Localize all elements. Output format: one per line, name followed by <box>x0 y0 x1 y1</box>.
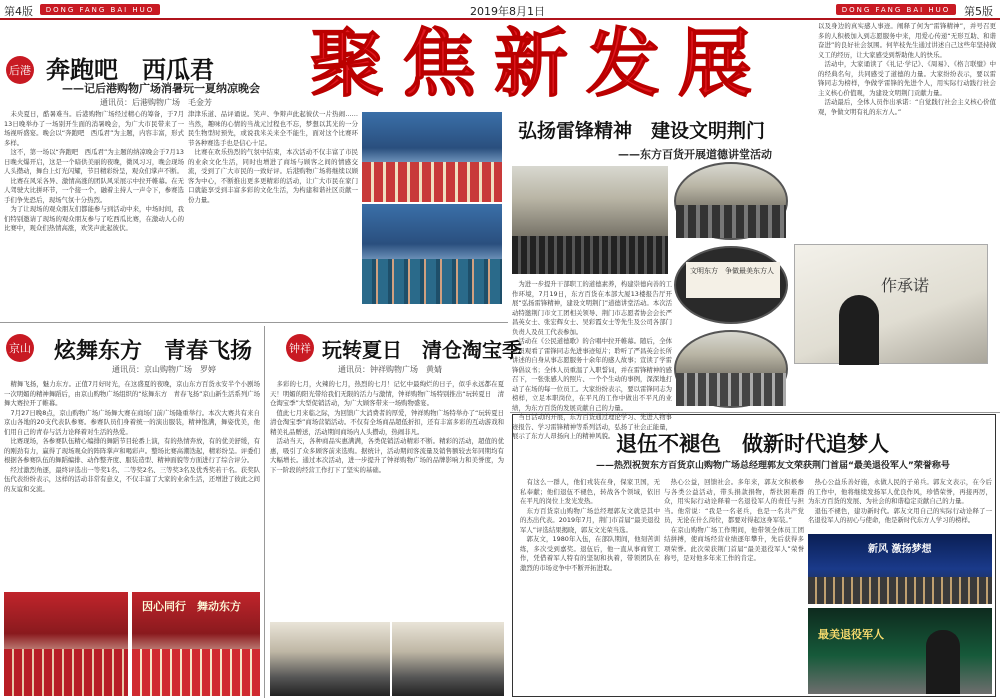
speaker-figure <box>839 295 879 365</box>
main-title: 聚焦新发展 <box>310 21 770 107</box>
article-subtitle-leifeng: ——东方百货开展道德讲堂活动 <box>618 148 772 161</box>
article-body-zhongxiang: 多彩的七月，火辣的七月，热烈的七月！记忆中最绚烂的日子，似乎永远都在夏天！明媚的阳光带给我们无限的活力与激情，钟祥购物广场特别推出“玩转夏日 清仓淘宝季”大型促销活动，为广大顾客带来一场购物盛宴。 值此七月来临之际，为回馈广大消费者的厚爱，钟祥购物广场特举办了“玩转夏日 清仓淘宝季”商场营销活动。不仅有全场商品超低折扣，还有丰富多彩的互动游戏和精美礼品赠送，活动期间商场内人头攒动，热闹非凡。 活动当天，各种商品实惠满满，各类促销活动精彩不断。精彩的活动，超值的优惠，吸引了众多顾客前来选购。据统计，活动期间客流量及销售额较去年同期均有大幅增长。通过本次活动，进一步提升了钟祥购物广场的品牌影响力和美誉度，为下一阶段的经营工作打下了坚实的基础。 <box>270 380 504 474</box>
slide-text: 文明东方 争做最美东方人 <box>686 262 780 298</box>
photo-oval-audience <box>674 330 788 408</box>
article-body-hougang-right: 津津乐道、品评诵说。笑声、争辩声此起彼伏一片热闹……当然，趣味的心情的当战元过程也不忘，梦想以其光的一分民生物型时预先，或说我米关来全不能生，面对这个比赛环节各种赛选手也是信心十足。 比赛在欢乐热烈的气氛中结束，本次活动不仅丰富了市民的业余文化生活，同时也增进了商场与顾客之间的情感交流，受到了广大市民的一致好评。后港购物广场将继续以顾客为中心，不断推出更多更精彩的活动，让广大市民在家门口就能享受到丰富多彩的文化生活，为构建和谐社区贡献一份力量。 <box>188 110 358 204</box>
photo-zhongxiang-store-1 <box>270 622 390 696</box>
article-title-jingshan: 炫舞东方 青春飞扬 <box>54 339 253 364</box>
divider <box>0 322 508 323</box>
photo-caption-commitment: 作承诺 <box>881 276 930 295</box>
right-page-number: 第5版 <box>964 5 993 18</box>
location-badge-jingshan: 京山 <box>6 334 34 362</box>
byline-zhongxiang: 通讯员：钟祥购物广场 黄婧 <box>338 365 442 374</box>
article-body-hougang-left: 未央夏日，酷暑难当。后港购物广场经过精心的筹备，于7月13日晚举办了一场别开生面的消暑晚会，为广大市民带来了一场视听盛宴。晚会以“奔跑吧 西瓜君”为主题，内容丰富，形式多样。 这不，第一场以“奔跑吧 西瓜君”为主题的纳凉晚会于7月13日晚火爆开启，这是一个暗供美丽的夜晚，微风习习，晚会现场人头攒动，舞台上灯光闪耀，节目精彩纷呈，观众们掌声不断。 比赛在风采各异、激情高涨的团队风采展示中拉开帷幕。在无人驾驶大比拼环节，一个接一个，融着主持人一声令下，参赛选手们争先恐后，现场气氛十分热烈。 为了让现场的观众朋友们都能参与到活动中来，中场时间，我们特别邀请了现场的观众朋友参与了吃西瓜比赛，在激动人心的比赛中，观众们热情高涨，欢笑声此起彼伏。 <box>4 110 184 232</box>
photo-jingshan-dance-group <box>4 592 128 696</box>
location-badge-hougang: 后港 <box>6 56 34 84</box>
veteran-figure <box>926 630 960 694</box>
photo-oval-speech <box>674 162 788 240</box>
photo-jingshan-stage <box>132 592 260 696</box>
article-body-veteran-c: 热心公益乐善好施，永做人民的子弟兵。郭友文表示，在今后的工作中，他将继续发扬军人优良作风，珍惜荣誉，再接再厉，为东方百货的发展、为社会的和谐稳定贡献自己的力量。 退伍不褪色，建功新时代。郭友文用自己的实际行动诠释了一名退役军人的初心与使命，他是新时代东方人学习的榜样。 <box>808 478 992 524</box>
photo-oval-screen <box>674 246 788 324</box>
column-divider <box>264 326 265 698</box>
divider-right <box>510 412 1000 413</box>
photo-zhongxiang-store-2 <box>392 622 504 696</box>
masthead-right: DONG FANG BAI HUO <box>836 4 956 15</box>
article-title-veteran: 退伍不褪色 做新时代追梦人 <box>616 432 889 456</box>
byline-jingshan: 通讯员：京山购物广场 罗婷 <box>112 365 216 374</box>
photo-leifeng-hall <box>512 166 668 274</box>
article-subtitle-veteran: ——热烈祝贺东方百货京山购物广场总经理郭友文荣获荆门首届“最美退役军人”荣誉称号 <box>596 461 950 471</box>
article-title-hougang: 奔跑吧 西瓜君 <box>46 56 214 84</box>
portrait-banner-text: 最美退役军人 <box>818 628 884 641</box>
article-title-leifeng: 弘扬雷锋精神 建设文明荆门 <box>518 120 766 142</box>
photo-veteran-award-stage <box>808 534 992 604</box>
photo-veteran-portrait <box>808 608 992 694</box>
photo-commitment <box>794 244 988 364</box>
award-banner-text: 新风 激扬梦想 <box>868 544 932 555</box>
article-body-right-top: 以及身边的真实感人事迹。阐释了何为“雷锋精神”，并号召更多的人积极加入到志愿服务中来，用爱心传递“无形互助、和谐奋进”的良好社会氛围。何苹枝先生通过讲述自己这些年坚持做义工的经历，让大家感受到帮助他人的快乐。 活动中，大家诵读了《礼记·学记》、《周易》、《格言联璧》中的经典名句，共同感受了道德的力量。大家纷纷表示，要以雷锋同志为榜样，争做学雷锋的先进个人，用实际行动践行社会主义核心价值观，为建设文明荆门贡献力量。 活动最后，全体人员作出承诺：“自觉践行社会主义核心价值观，争做文明有礼的东方人。” <box>818 22 996 116</box>
article-subtitle-hougang: ——记后港购物广场消暑玩一夏纳凉晚会 <box>62 82 260 95</box>
photo-hougang-stage <box>362 112 502 202</box>
page-header <box>0 0 1000 20</box>
byline-hougang: 通讯员：后港购物广场 毛金芳 <box>100 98 212 107</box>
article-body-leifeng: 为进一步提升干部职工的道德素养，构建崇德向善的工作环境，7月19日，东方百货在本部大厦13楼报告厅开展“弘扬雷锋精神，建设文明荆门”道德讲堂活动。本次活动特邀荆门市文工团相关领导、荆门市志愿者协会会长严昌英女士、张宏辉女士、吴彩霞女士等先生及公司各部门负责人及员工代表参加。 活动在《公民道德歌》的合唱中拉开帷幕。随后，全体人员观看了雷锋同志先进事迹短片；聆听了严昌英会长所讲述的自身从事志愿服务十余年的感人故事；宣读了学雷锋倡议书；全体人员重温了入职誓词，并在雷锋精神的感召下，一张张感人的照片、一个个生动的事例，深深地打动了在场的每一位员工。大家纷纷表示，要以雷锋同志为榜样，立足本职岗位，在平凡的工作中做出不平凡的业绩，为东方百货的发展贡献自己的力量。 当日活动的开展，东方百货通过理论学习、先进人物事迹报告、学习雷锋精神等系列活动，弘扬了社会正能量，展示了东方人昂扬向上的精神风貌。 <box>512 280 672 440</box>
location-badge-zhongxiang: 钟祥 <box>286 334 314 362</box>
photo-jingshan-banner-text: 因心同行 舞动东方 <box>142 600 241 613</box>
left-page-number: 第4版 <box>4 5 33 18</box>
article-body-veteran-a: 有这么一群人，他们戎装在身，保家卫国，无私奉献；他们退伍不褪色，转战各个领域，依旧在平凡的岗位上发光发热。 东方百货京山购物广场总经理郭友文就是其中的杰出代表。2019年7月，荆门市首届“最美退役军人”评选结果揭晓，郭友文光荣当选。 郭友文，1980年入伍，在部队期间，他刻苦训练，多次受到嘉奖。退伍后，他一直从事商贸工作，凭借着军人特有的坚韧和执着，带领团队在激烈的市场竞争中不断开拓进取。 <box>520 478 660 572</box>
photo-hougang-group <box>362 204 502 304</box>
article-title-zhongxiang: 玩转夏日 清仓淘宝季 <box>322 338 522 362</box>
article-body-veteran-b: 热心公益，回馈社会。多年来，郭友文积极参与各类公益活动，带头捐款捐物，帮扶困难群众，用实际行动诠释着一名退役军人的责任与担当。他常说：“我是一名老兵，也是一名共产党员，无论在什么岗位，都要对得起这身军装。” 在京山购物广场工作期间，他带领全体员工团结拼搏，使商场经营业绩逐年攀升，先后获得多项荣誉。此次荣获荆门首届“最美退役军人”荣誉称号，是对他多年来工作的肯定。 <box>664 478 804 562</box>
article-body-jingshan: 精舞飞扬，魅力东方。正值7月好时光，在这盛夏的夜晚，京山东方百货永安半个小剧场一次明媚的精神舞蹈后，由京山购物广场组织的“炫舞东方 青春飞扬”京山新生活系列广场舞大赛拉开了帷幕。 7月27日晚8点，京山购物广场广场舞大赛在商场门前广场隆重举行。本次大赛共有来自京山各地的20支代表队参赛。参赛队员们身着统一的演出服装，精神饱满，舞姿优美，他们用自己的青春与活力诠释着对生活的热爱。 比赛现场，各参赛队伍精心编排的舞蹈节目轮番上演，有的热情奔放，有的优美舒缓，有的刚劲有力，赢得了现场观众的阵阵掌声和喝彩声。整场比赛高潮迭起，精彩纷呈。评委们根据各参赛队伍的舞蹈编排、动作整齐度、服装造型、精神面貌等方面进行了综合评分。 经过激烈角逐，最终评选出一等奖1名、二等奖2名、三等奖3名及优秀奖若干名。获奖队伍代表纷纷表示，这样的活动非常有意义，不仅丰富了大家的业余生活，还增进了彼此之间的友谊和交流。 <box>4 380 260 493</box>
masthead-left: DONG FANG BAI HUO <box>40 4 160 15</box>
issue-date: 2019年8月1日 <box>470 5 545 18</box>
